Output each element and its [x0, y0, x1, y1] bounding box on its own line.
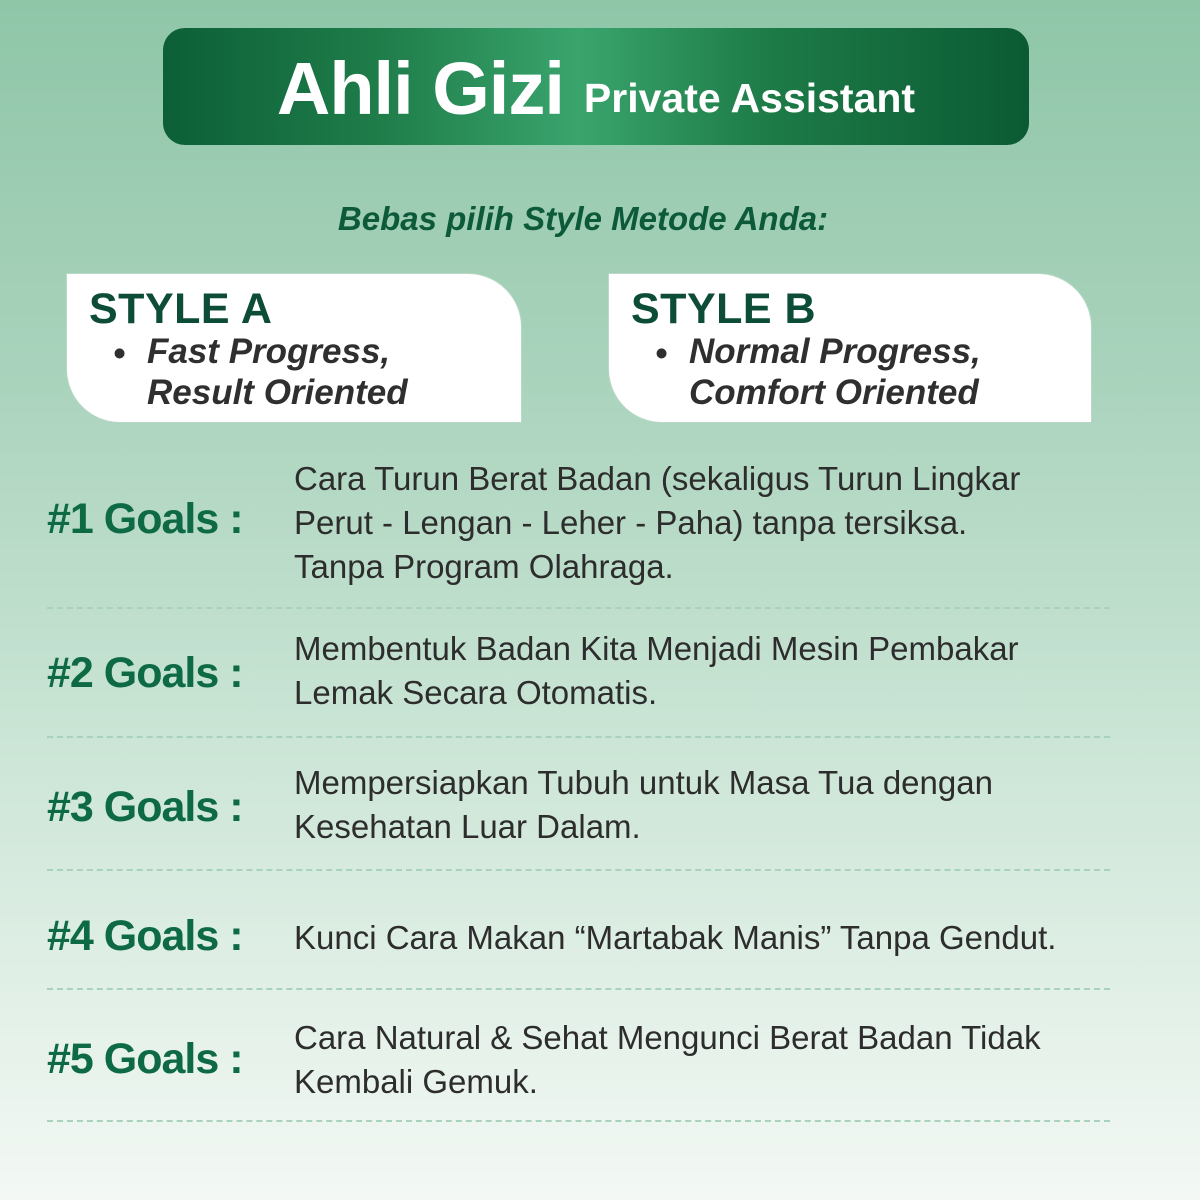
style-a-title: STYLE A: [89, 285, 273, 333]
goal-1-label: #1 Goals :: [47, 495, 243, 543]
style-b-line-2: Comfort Oriented: [689, 373, 979, 412]
brand-subtitle: Private Assistant: [583, 75, 916, 121]
style-b-title: STYLE B: [631, 285, 817, 333]
goal-1-text: [294, 457, 1020, 589]
goal-4-text: [294, 916, 1056, 960]
goal-4-line: Kunci Cara Makan “Martabak Manis” Tanpa Gendut.: [294, 919, 1057, 956]
goal-2-label: #2 Goals :: [47, 649, 243, 697]
goal-5-line: Kembali Gemuk.: [294, 1063, 538, 1100]
divider: [47, 988, 1110, 990]
bullet-icon: •: [655, 334, 668, 373]
style-a-line-1: Fast Progress,: [147, 332, 391, 371]
goal-5-text: [294, 1016, 1041, 1104]
goal-2-line: Lemak Secara Otomatis.: [294, 674, 658, 711]
style-b-line-1: Normal Progress,: [689, 332, 981, 371]
goal-1-line: Perut - Lengan - Leher - Paha) tanpa tersiksa.: [294, 504, 968, 541]
goal-5-line: Cara Natural & Sehat Mengunci Berat Badan Tidak: [294, 1019, 1041, 1056]
goal-3-label: #3 Goals :: [47, 783, 243, 831]
divider: [47, 607, 1110, 609]
goal-4-label: #4 Goals :: [47, 912, 243, 960]
goal-3-line: Mempersiapkan Tubuh untuk Masa Tua dengan: [294, 764, 993, 801]
goal-1-line: Tanpa Program Olahraga.: [294, 548, 674, 585]
style-b-card: [608, 273, 1092, 423]
style-a-card: [66, 273, 522, 423]
goal-3-line: Kesehatan Luar Dalam.: [294, 808, 641, 845]
brand-title: Ahli Gizi: [276, 46, 564, 130]
goal-2-text: [294, 627, 1019, 715]
goal-2-line: Membentuk Badan Kita Menjadi Mesin Pembakar: [294, 630, 1019, 667]
goal-1-line: Cara Turun Berat Badan (sekaligus Turun Lingkar: [294, 460, 1021, 497]
style-a-line-2: Result Oriented: [147, 373, 408, 412]
goal-3-text: [294, 761, 993, 849]
goal-5-label: #5 Goals :: [47, 1035, 243, 1083]
divider: [47, 736, 1110, 738]
divider: [47, 869, 1110, 871]
header-banner: [163, 28, 1029, 145]
bullet-icon: •: [113, 334, 126, 373]
intro-text: Bebas pilih Style Metode Anda:: [337, 200, 829, 237]
divider: [47, 1120, 1110, 1122]
